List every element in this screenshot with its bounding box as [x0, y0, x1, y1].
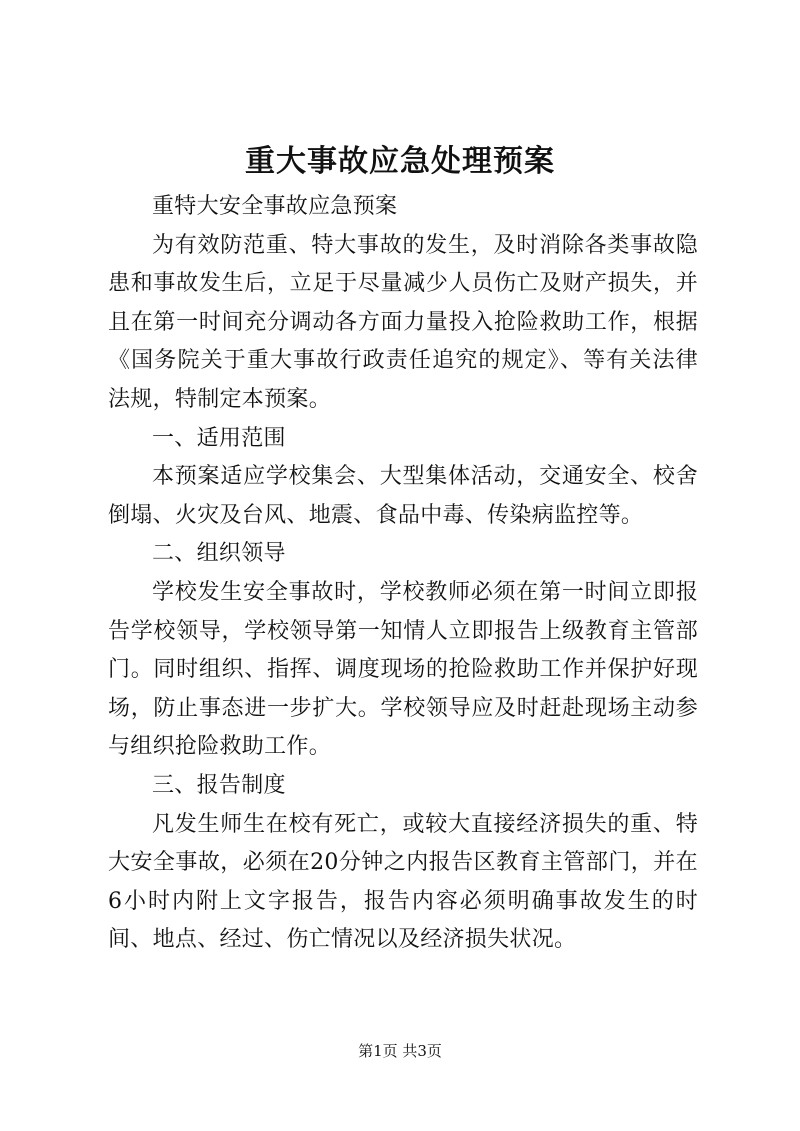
- subtitle-paragraph: 重特大安全事故应急预案: [152, 194, 398, 219]
- intro-paragraph: 为有效防范重、特大事故的发生，及时消除各类事故隐患和事故发生后，立足于尽量减少人员伤亡及财产损失，并且在第一时间充分调动各方面力量投入抢险救助工作，根据《国务院关于重大事故行政责任追究的规定》、等有关法律法规，特制定本预案。: [108, 232, 698, 412]
- document-title: 重大事故应急处理预案: [245, 144, 555, 179]
- scope-paragraph: 本预案适应学校集会、大型集体活动，交通安全、校舍倒塌、火灾及台风、地震、食品中毒、传染病监控等。: [108, 464, 698, 528]
- section-heading-reporting: 三、报告制度: [152, 772, 286, 798]
- section-heading-scope: 一、适用范围: [152, 425, 286, 451]
- section-heading-organization: 二、组织领导: [152, 541, 286, 567]
- reporting-paragraph: 凡发生师生在校有死亡，或较大直接经济损失的重、特大安全事故，必须在20分钟之内报告区教育主管部门，并在6小时内附上文字报告，报告内容必须明确事故发生的时间、地点、经过、伤亡情况以及经济损失状况。: [108, 811, 698, 953]
- organization-paragraph: 学校发生安全事故时，学校教师必须在第一时间立即报告学校领导，学校领导第一知情人立即报告上级教育主管部门。同时组织、指挥、调度现场的抢险救助工作并保护好现场，防止事态进一步扩大。学校领导应及时赶赴现场主动参与组织抢险救助工作。: [108, 579, 698, 760]
- page-footer: 第1页 共3页: [358, 1042, 442, 1060]
- document-body: [108, 188, 698, 960]
